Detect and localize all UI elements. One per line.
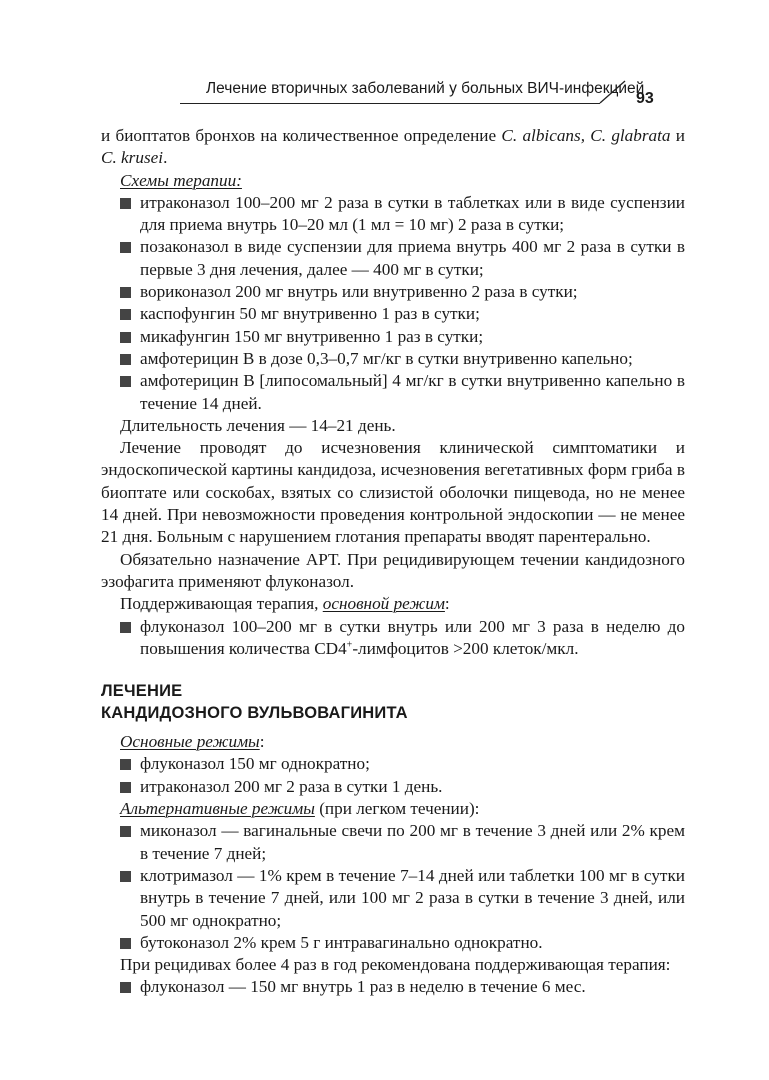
- square-bullet-icon: [120, 309, 131, 320]
- list-item: клотримазол — 1% крем в течение 7–14 дней или таблетки 100 мг в сутки внутрь в течение 7 дней, или 100 мг 2 раза в сутки в течение 3 дней, или 500 мг однократно;: [101, 865, 685, 932]
- square-bullet-icon: [120, 198, 131, 209]
- intro-paragraph: [101, 125, 685, 170]
- list-item: флуконазол — 150 мг внутрь 1 раз в неделю в течение 6 мес.: [101, 976, 685, 998]
- relapse-paragraph: При рецидивах более 4 раз в год рекомендована поддерживающая терапия:: [120, 955, 671, 975]
- list-item: амфотерицин B в дозе 0,3–0,7 мг/кг в сутки внутривенно капельно;: [101, 348, 685, 370]
- relapse-list: [101, 976, 685, 998]
- square-bullet-icon: [120, 782, 131, 793]
- page-body: [101, 125, 685, 999]
- alt-regimens-list: [101, 820, 685, 954]
- maintenance-heading: Поддерживающая терапия, основной режим:: [120, 594, 450, 614]
- square-bullet-icon: [120, 871, 131, 882]
- square-bullet-icon: [120, 242, 131, 253]
- running-header-title: Лечение вторичных заболеваний у больных ВИЧ-инфекцией: [206, 80, 645, 97]
- intro-text-start: и биоптатов бронхов на количественное определение: [101, 126, 502, 145]
- therapy-list: [101, 192, 685, 415]
- alt-regimens-heading: Альтернативные режимы (при легком течении):: [120, 799, 480, 819]
- art-paragraph: Обязательно назначение АРТ. При рецидивирующем течении кандидозного эзофагита применяют флуконазол.: [101, 549, 685, 591]
- species-glabrata: C. glabrata: [590, 126, 671, 145]
- square-bullet-icon: [120, 982, 131, 993]
- list-item: флуконазол 150 мг однократно;: [101, 753, 685, 775]
- list-item: вориконазол 200 мг внутрь или внутривенно 2 раза в сутки;: [101, 281, 685, 303]
- therapy-heading: Схемы терапии:: [120, 170, 242, 190]
- square-bullet-icon: [120, 938, 131, 949]
- list-item: позаконазол в виде суспензии для приема внутрь 400 мг 2 раза в сутки в первые 3 дня лечения, далее — 400 мг в сутки;: [101, 236, 685, 281]
- list-item: микафунгин 150 мг внутривенно 1 раз в сутки;: [101, 326, 685, 348]
- list-item: итраконазол 200 мг 2 раза в сутки 1 день.: [101, 776, 685, 798]
- square-bullet-icon: [120, 376, 131, 387]
- list-item: флуконазол 100–200 мг в сутки внутрь или 200 мг 3 раза в неделю до повышения количества CD4+-лимфоцитов >200 клеток/мкл.: [101, 616, 685, 661]
- main-regimens-list: [101, 753, 685, 798]
- list-item: миконазол — вагинальные свечи по 200 мг в течение 3 дней или 2% крем в течение 7 дней;: [101, 820, 685, 865]
- square-bullet-icon: [120, 287, 131, 298]
- treatment-paragraph: Лечение проводят до исчезновения клинической симптоматики и эндоскопической картины кандидоза, исчезновения вегетативных форм гриба в биоптате или соскобах, взятых со слизистой оболочки пищевода, но не менее 14 дней. При невозможности проведения контрольной эндоскопии — не менее 21 дня. Больным с нарушением глотания препараты вводят парентерально.: [101, 438, 685, 547]
- square-bullet-icon: [120, 826, 131, 837]
- section-title-line-1: ЛЕЧЕНИЕ: [101, 682, 183, 701]
- list-item: каспофунгин 50 мг внутривенно 1 раз в сутки;: [101, 303, 685, 325]
- intro-text-end: .: [163, 148, 168, 168]
- maintenance-mode: основной режим: [322, 594, 445, 614]
- square-bullet-icon: [120, 354, 131, 365]
- square-bullet-icon: [120, 622, 131, 633]
- square-bullet-icon: [120, 332, 131, 343]
- intro-and: и: [670, 126, 686, 145]
- header-slash-decoration: [598, 80, 628, 104]
- header-rule: [180, 103, 600, 104]
- section-title: [101, 680, 685, 724]
- species-krusei: C. krusei: [101, 148, 164, 168]
- main-regimens-heading: Основные режимы:: [120, 732, 265, 752]
- list-item: итраконазол 100–200 мг 2 раза в сутки в таблетках или в виде суспензии для приема внутрь 10–20 мл (1 мл = 10 мг) 2 раза в сутки;: [101, 192, 685, 237]
- list-item: амфотерицин B [липосомальный] 4 мг/кг в сутки внутривенно капельно в течение 14 дней.: [101, 370, 685, 415]
- duration-text: Длительность лечения — 14–21 день.: [120, 415, 396, 435]
- square-bullet-icon: [120, 759, 131, 770]
- species-albicans: C. albicans,: [501, 126, 585, 145]
- maintenance-list: [101, 616, 685, 661]
- list-item: бутоконазол 2% крем 5 г интравагинально однократно.: [101, 932, 685, 954]
- section-title-line-2: КАНДИДОЗНОГО ВУЛЬВОВАГИНИТА: [101, 704, 408, 723]
- page-number: 93: [636, 90, 654, 107]
